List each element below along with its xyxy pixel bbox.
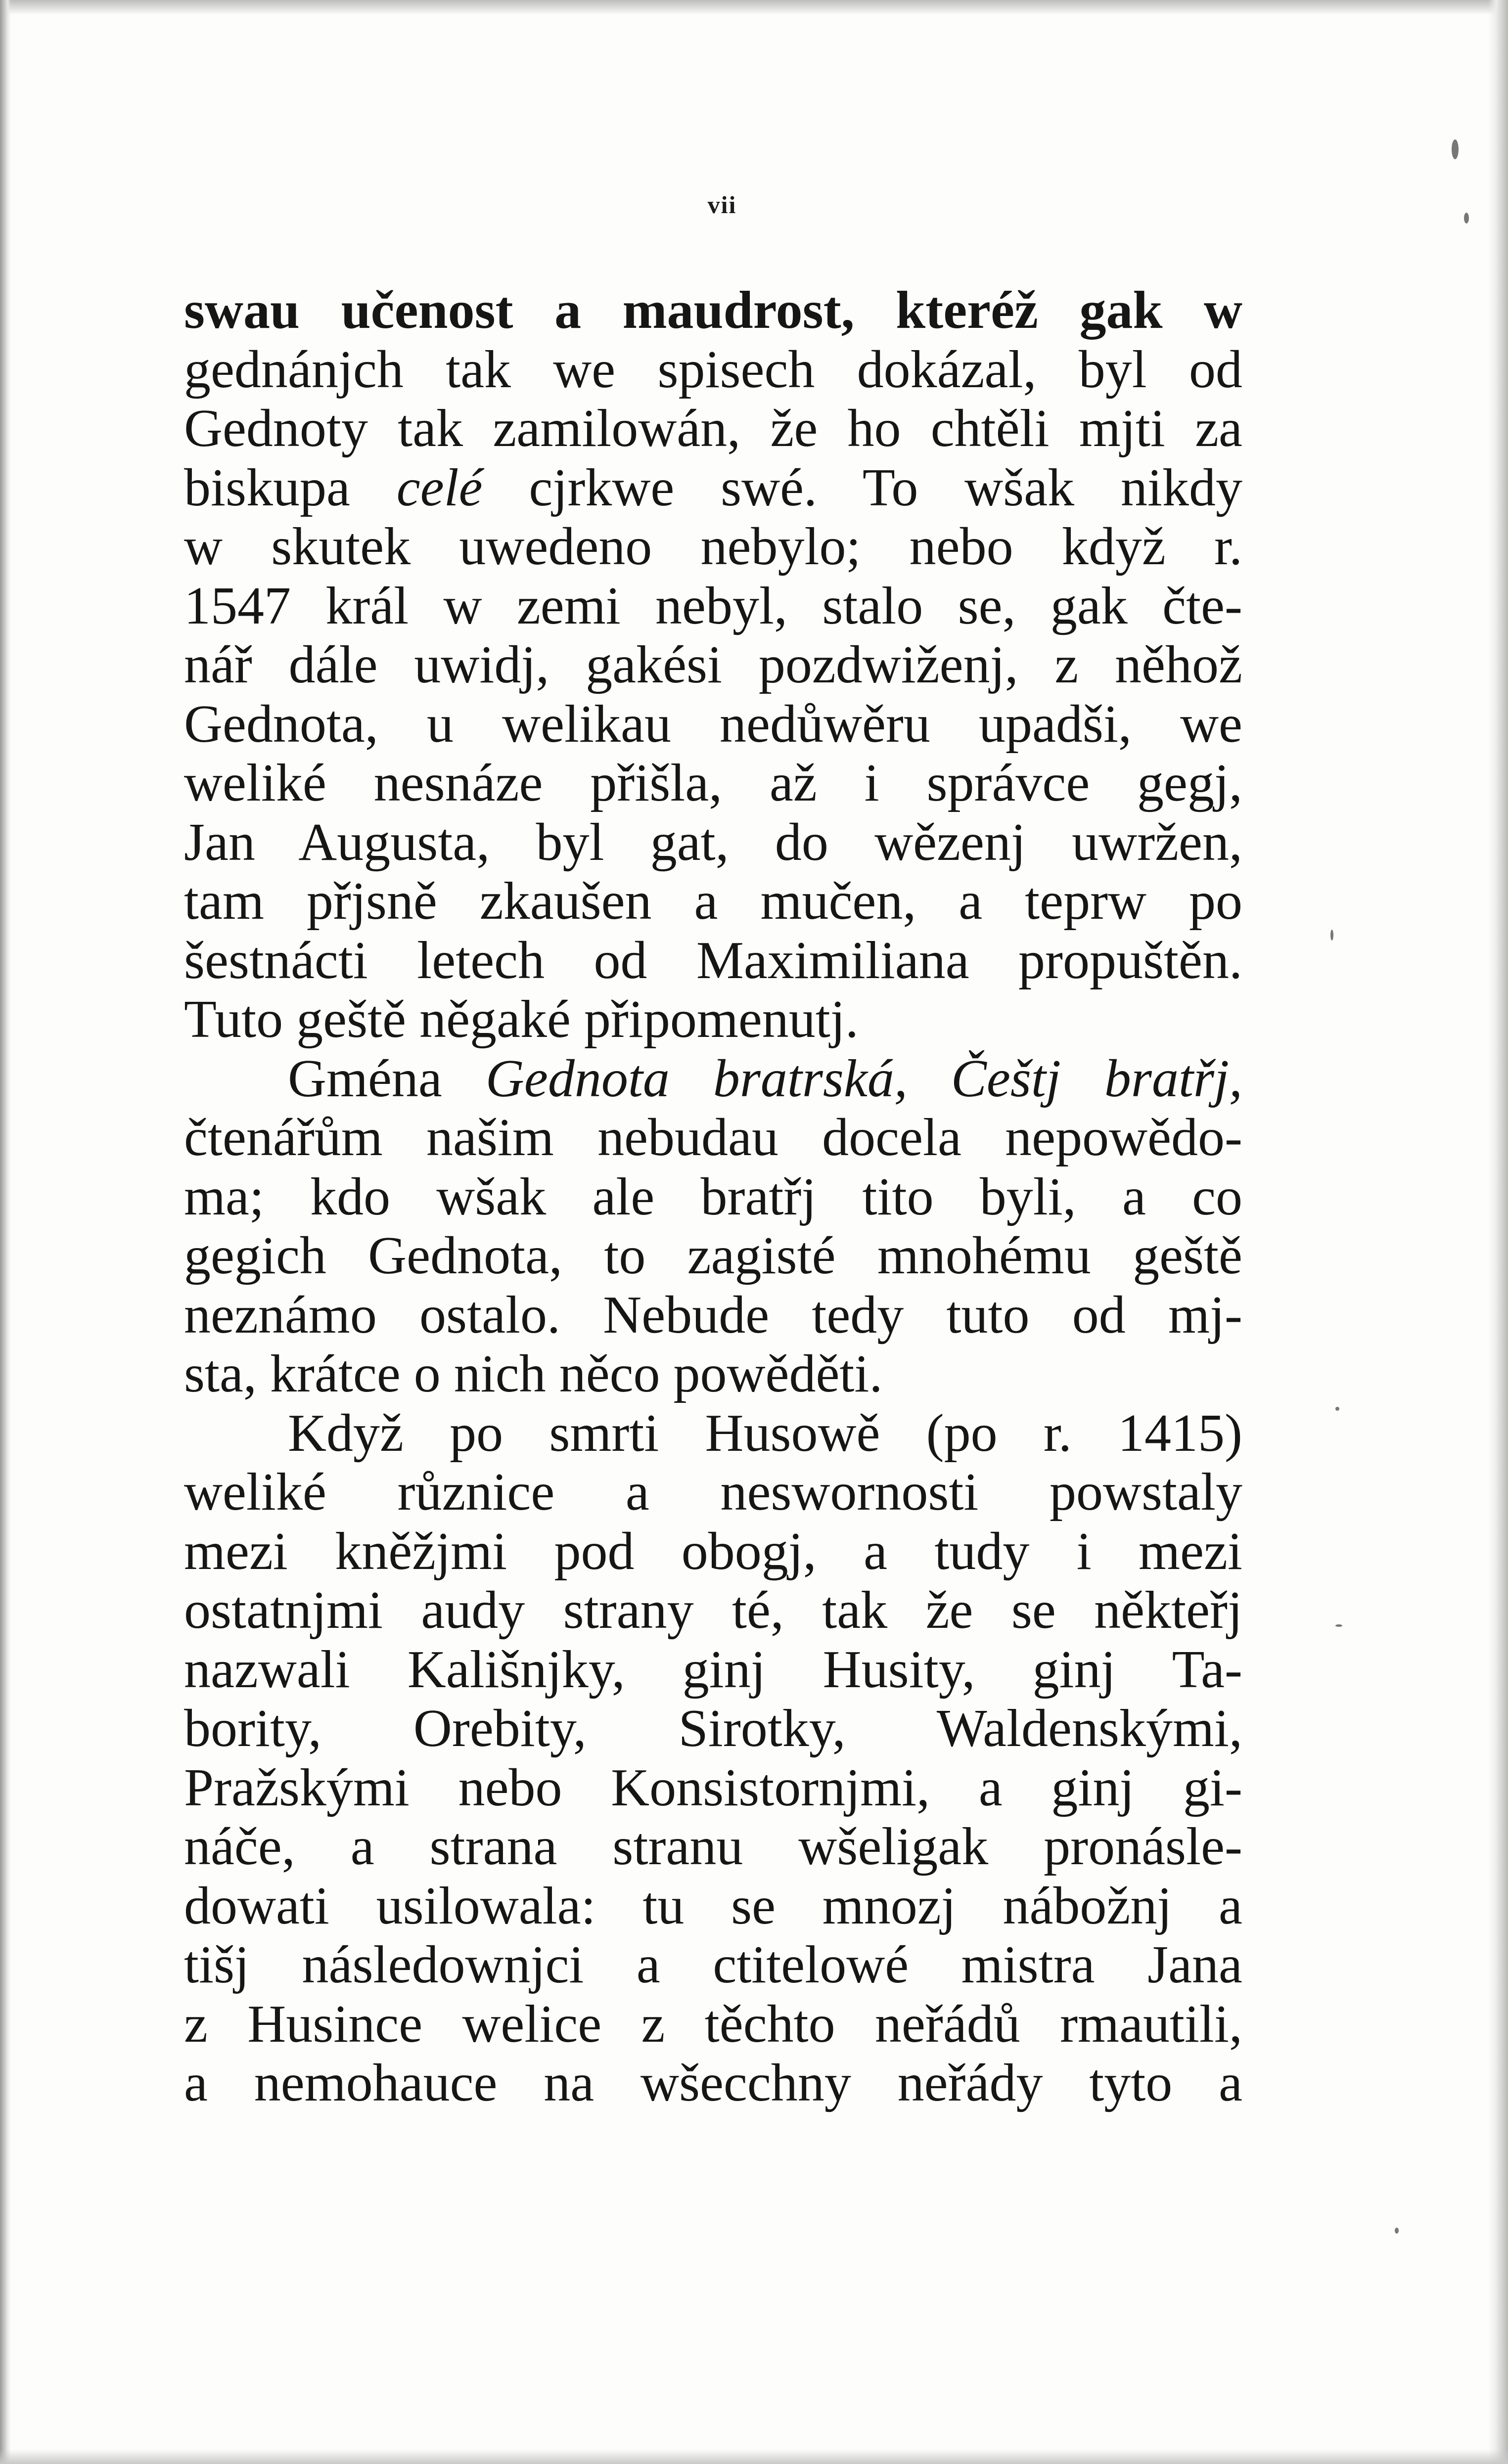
text-line [184, 1877, 1242, 1936]
text-line [184, 872, 1242, 931]
text-run: weliké různice a neswornosti powstaly [184, 1463, 1242, 1522]
text-line [184, 695, 1242, 754]
text-line [184, 1286, 1242, 1345]
text-line [184, 340, 1242, 400]
text-run: nář dále uwidj, gakési pozdwiženj, z něhož [184, 635, 1242, 694]
text-run: nazwali Kališnjky, ginj Husity, ginj Ta- [184, 1640, 1242, 1699]
page-right-edge [1488, 0, 1508, 2464]
text-run: gegich Gednota, to zagisté mnohému geště [184, 1226, 1242, 1285]
text-line [184, 577, 1242, 636]
text-run: neznámo ostalo. Nebude tedy tuto od mj- [184, 1285, 1242, 1344]
body-text [184, 281, 1242, 2113]
text-run: weliké nesnáze přišla, až i správce gegj, [184, 754, 1242, 812]
text-run: mezi kněžjmi pod obogj, a tudy i mezi [184, 1522, 1242, 1581]
text-line [184, 1522, 1242, 1581]
paper-speck [1330, 930, 1333, 941]
text-line [184, 1108, 1242, 1167]
text-line [184, 1049, 1242, 1109]
text-run: cjrkwe swé. To wšak nikdy [482, 458, 1242, 517]
text-run: dowati usilowala: tu se mnozj nábožnj a [184, 1876, 1242, 1935]
text-line [184, 1344, 1242, 1404]
text-run: biskupa [184, 458, 397, 517]
text-run: šestnácti letech od Maximiliana propuštěn. [184, 931, 1242, 990]
paper-speck [1335, 1407, 1339, 1411]
text-line [184, 1995, 1242, 2054]
text-run: swau učenost a maudrost, kteréž gak w [184, 281, 1242, 340]
text-line [184, 1167, 1242, 1227]
text-run: Gednoty tak zamilowán, že ho chtěli mjti za [184, 399, 1242, 458]
text-line [184, 1226, 1242, 1286]
text-run: a nemohauce na wšecchny neřády tyto a [184, 2054, 1242, 2112]
paper-speck [1452, 139, 1459, 159]
paper-speck [1464, 213, 1469, 224]
text-line [184, 813, 1242, 872]
text-line [184, 399, 1242, 458]
text-run: tam přjsně zkaušen a mučen, a teprw po [184, 872, 1242, 931]
text-run: bority, Orebity, Sirotky, Waldenskými, [184, 1699, 1242, 1758]
paper-speck [1335, 1624, 1342, 1627]
text-line [184, 517, 1242, 577]
text-line [184, 1817, 1242, 1877]
text-run: Gména [288, 1049, 486, 1108]
text-line [184, 754, 1242, 813]
page-top-edge [0, 0, 1508, 15]
text-run: tišj následownjci a ctitelowé mistra Jana [184, 1935, 1242, 1994]
text-run: Jan Augusta, byl gat, do wězenj uwržen, [184, 812, 1242, 872]
text-line [184, 1758, 1242, 1818]
text-line [184, 2054, 1242, 2113]
text-run: sta, krátce o nich něco powěděti. [184, 1344, 883, 1403]
text-line [184, 1581, 1242, 1640]
text-run: Když po smrti Husowě (po r. 1415) [288, 1403, 1242, 1463]
text-line [184, 281, 1242, 340]
text-run: gednánjch tak we spisech dokázal, byl od [184, 340, 1242, 399]
text-line [184, 1640, 1242, 1700]
text-run: z Husince welice z těchto neřádů rmautili, [184, 1994, 1242, 2054]
paper-speck [1395, 2228, 1399, 2234]
page-bottom-edge [0, 2449, 1508, 2464]
text-run: ostatnjmi audy strany té, tak že se někteřj [184, 1581, 1242, 1640]
text-line [184, 1463, 1242, 1522]
italic-run: Gednota bratrská, Češtj bratřj, [485, 1049, 1242, 1108]
text-run: ma; kdo wšak ale bratřj tito byli, a co [184, 1167, 1242, 1226]
page-number: vii [707, 191, 737, 219]
text-line [184, 635, 1242, 695]
text-line [184, 1699, 1242, 1758]
text-run: čtenářům našim nebudau docela nepowědo- [184, 1108, 1242, 1167]
text-line [184, 1404, 1242, 1463]
page-left-edge [0, 0, 11, 2464]
italic-run: celé [396, 458, 483, 517]
text-run: Pražskými nebo Konsistornjmi, a ginj gi- [184, 1758, 1242, 1817]
text-line [184, 931, 1242, 990]
text-run: Gednota, u welikau nedůwěru upadši, we [184, 694, 1242, 754]
text-run: w skutek uwedeno nebylo; nebo když r. [184, 517, 1242, 576]
text-run: 1547 král w zemi nebyl, stalo se, gak čte- [184, 576, 1242, 635]
text-line [184, 1935, 1242, 1995]
text-run: Tuto geště něgaké připomenutj. [184, 990, 859, 1049]
text-line [184, 990, 1242, 1049]
text-run: náče, a strana stranu wšeligak pronásle- [184, 1817, 1242, 1876]
text-line [184, 458, 1242, 518]
